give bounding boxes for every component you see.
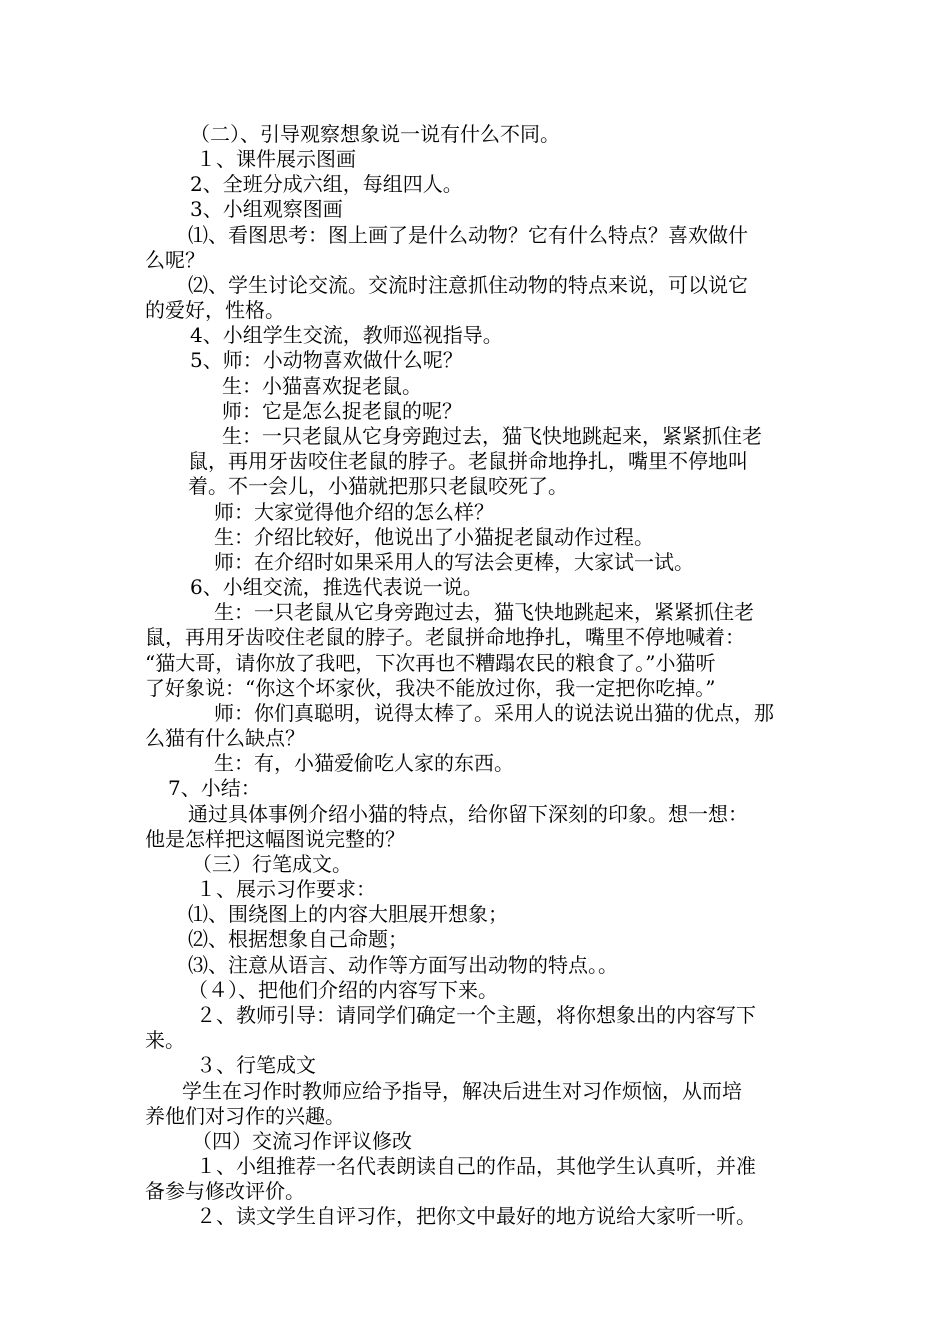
text-line: 生：有，小猫爱偷吃人家的东西。 bbox=[214, 751, 514, 775]
text-line: （４）、把他们介绍的内容写下来。 bbox=[188, 978, 498, 1002]
text-line: ⑵、学生讨论交流。交流时注意抓住动物的特点来说，可以说它 bbox=[188, 273, 748, 297]
text-line: 4、小组学生交流，教师巡视指导。 bbox=[190, 323, 503, 347]
text-line: 师：它是怎么捉老鼠的呢？ bbox=[222, 399, 462, 423]
text-line: 学生在习作时教师应给予指导，解决后进生对习作烦恼，从而培 bbox=[182, 1079, 742, 1103]
text-line: 师：你们真聪明，说得太棒了。采用人的说法说出猫的优点，那 bbox=[214, 701, 774, 725]
text-line: 鼠，再用牙齿咬住老鼠的脖子。老鼠拼命地挣扎，嘴里不停地叫 bbox=[188, 449, 748, 473]
text-line: “猫大哥，请你放了我吧，下次再也不糟蹋农民的粮食了。”小猫听 bbox=[145, 651, 716, 675]
text-line: 来。 bbox=[145, 1028, 185, 1052]
text-line: 师：在介绍时如果采用人的写法会更棒，大家试一试。 bbox=[214, 550, 694, 574]
text-line: 师：大家觉得他介绍的怎么样？ bbox=[214, 500, 494, 524]
text-line: 通过具体事例介绍小猫的特点，给你留下深刻的印象。想一想： bbox=[188, 802, 748, 826]
text-line: 鼠，再用牙齿咬住老鼠的脖子。老鼠拼命地挣扎，嘴里不停地喊着： bbox=[145, 625, 745, 649]
text-line: 3、小组观察图画 bbox=[190, 197, 343, 221]
text-line: ２、教师引导：请同学们确定一个主题，将你想象出的内容写下 bbox=[196, 1003, 756, 1027]
text-line: 了好象说：“你这个坏家伙，我决不能放过你，我一定把你吃掉。” bbox=[145, 676, 716, 700]
text-line: 备参与修改评价。 bbox=[145, 1179, 305, 1203]
text-line: （四）交流习作评议修改 bbox=[192, 1129, 412, 1153]
text-line: 生：介绍比较好，他说出了小猫捉老鼠动作过程。 bbox=[214, 525, 654, 549]
text-line: （二）、引导观察想象说一说有什么不同。 bbox=[190, 122, 560, 146]
text-line: 2、全班分成六组，每组四人。 bbox=[190, 172, 463, 196]
text-line: １、课件展示图画 bbox=[196, 147, 356, 171]
text-line: 养他们对习作的兴趣。 bbox=[145, 1104, 345, 1128]
text-line: ⑵、根据想象自己命题； bbox=[188, 927, 408, 951]
text-line: 他是怎样把这幅图说完整的？ bbox=[145, 827, 405, 851]
text-line: １、小组推荐一名代表朗读自己的作品，其他学生认真听，并准 bbox=[196, 1154, 756, 1178]
text-line: 生：小猫喜欢捉老鼠。 bbox=[222, 374, 422, 398]
text-line: ３、行笔成文 bbox=[196, 1053, 316, 1077]
text-line: 5、师：小动物喜欢做什么呢？ bbox=[190, 348, 463, 372]
text-line: １、展示习作要求： bbox=[196, 877, 376, 901]
text-line: 的爱好，性格。 bbox=[145, 298, 285, 322]
text-line: ２、读文学生自评习作，把你文中最好的地方说给大家听一听。 bbox=[196, 1204, 756, 1228]
text-line: 生：一只老鼠从它身旁跑过去，猫飞快地跳起来，紧紧抓住老 bbox=[214, 600, 754, 624]
text-line: ⑴、围绕图上的内容大胆展开想象； bbox=[188, 902, 508, 926]
text-line: 7、小结： bbox=[168, 776, 261, 800]
text-line: ⑴、看图思考：图上画了是什么动物？它有什么特点？喜欢做什 bbox=[188, 223, 748, 247]
text-line: 么猫有什么缺点？ bbox=[145, 726, 305, 750]
text-line: 着。不一会儿，小猫就把那只老鼠咬死了。 bbox=[188, 474, 568, 498]
text-line: 么呢？ bbox=[145, 248, 205, 272]
text-line: （三）行笔成文。 bbox=[192, 852, 352, 876]
text-line: 生：一只老鼠从它身旁跑过去，猫飞快地跳起来，紧紧抓住老 bbox=[222, 424, 762, 448]
text-line: 6、小组交流，推选代表说一说。 bbox=[190, 575, 483, 599]
text-line: ⑶、注意从语言、动作等方面写出动物的特点。。 bbox=[188, 953, 618, 977]
